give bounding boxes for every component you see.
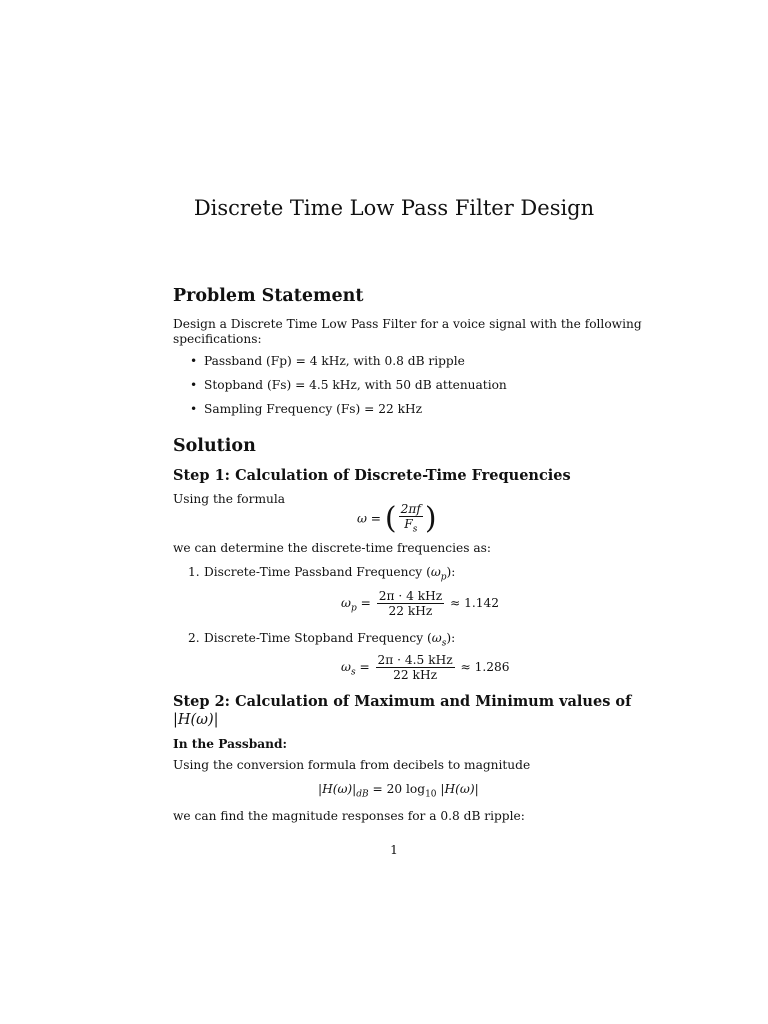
problem-statement-heading: Problem Statement xyxy=(173,286,364,306)
find-text: we can find the magnitude responses for a 0.8 dB ripple: xyxy=(173,809,525,823)
enum-item-stopband: 2. Discrete-Time Stopband Frequency $(\omega_s)$: xyxy=(188,631,456,649)
formula-lhs: ω = xyxy=(357,511,382,526)
problem-intro-line-1: Design a Discrete Time Low Pass Filter for a voice signal with the following xyxy=(173,317,642,331)
passband-subheading: In the Passband: xyxy=(173,737,288,751)
omega-s-equation: $\omega_s$ = $\frac{\text{2π · 4.5 kHz}}{\text{22 kHz}}$ ≈ 1.286 xyxy=(341,653,510,682)
document-title: Discrete Time Low Pass Filter Design xyxy=(193,196,595,220)
step1-heading: Step 1: Calculation of Discrete-Time Frequencies xyxy=(173,467,571,484)
spec-bullet-text: Passband (Fp) = 4 kHz, with 0.8 dB ripple xyxy=(204,354,465,368)
page-number: 1 xyxy=(390,843,398,857)
enum-item-passband: 1. Discrete-Time Passband Frequency $(\omega_p)$: xyxy=(188,565,456,583)
using-formula-text: Using the formula xyxy=(173,492,286,506)
formula-fraction xyxy=(399,502,423,536)
formula-denominator: $F_s$ xyxy=(404,517,418,535)
bullet-icon: • xyxy=(190,354,198,368)
enum-number: 1. xyxy=(188,565,200,579)
omega-p-fraction: $\frac{\text{2π · 4 kHz}}{\text{22 kHz}}$ xyxy=(378,589,443,618)
enum-number: 2. xyxy=(188,631,200,645)
left-paren: ( xyxy=(384,501,397,537)
omega-s-fraction: $\frac{\text{2π · 4.5 kHz}}{\text{22 kHz}}$ xyxy=(377,653,453,682)
omega-p-equation: $\omega_p$ = $\frac{\text{2π · 4 kHz}}{\text{22 kHz}}$ ≈ 1.142 xyxy=(341,589,499,618)
spec-bullet-passband xyxy=(190,353,465,369)
conversion-text: Using the conversion formula from decibels to magnitude xyxy=(173,758,531,772)
step2-heading-line-2: |H(ω)| xyxy=(173,712,219,728)
bullet-icon: • xyxy=(190,402,198,416)
step2-heading-line-1: Step 2: Calculation of Maximum and Minimum values of xyxy=(173,693,632,710)
right-paren: ) xyxy=(424,501,437,537)
solution-heading: Solution xyxy=(173,436,256,456)
spec-bullet-text: Sampling Frequency (Fs) = 22 kHz xyxy=(204,402,423,416)
omega-p-result: ≈ 1.142 xyxy=(450,596,499,610)
bullet-icon: • xyxy=(190,378,198,392)
db-conversion-formula: $|H(\omega)|_{dB} = 20$ $\log_{10} |H(\omega)|$ xyxy=(318,782,479,800)
enum-label: Discrete-Time Stopband Frequency ( xyxy=(204,631,432,645)
spec-bullet-text: Stopband (Fs) = 4.5 kHz, with 50 dB attenuation xyxy=(204,378,507,392)
spec-bullet-sampling xyxy=(190,401,422,417)
enum-label: Discrete-Time Passband Frequency ( xyxy=(204,565,431,579)
problem-intro-line-2: specifications: xyxy=(173,332,262,346)
determine-text: we can determine the discrete-time frequencies as: xyxy=(173,541,491,555)
spec-bullet-stopband xyxy=(190,377,507,393)
omega-s-result: ≈ 1.286 xyxy=(460,660,510,674)
formula-numerator: 2πf xyxy=(400,502,421,516)
omega-formula xyxy=(357,502,437,536)
